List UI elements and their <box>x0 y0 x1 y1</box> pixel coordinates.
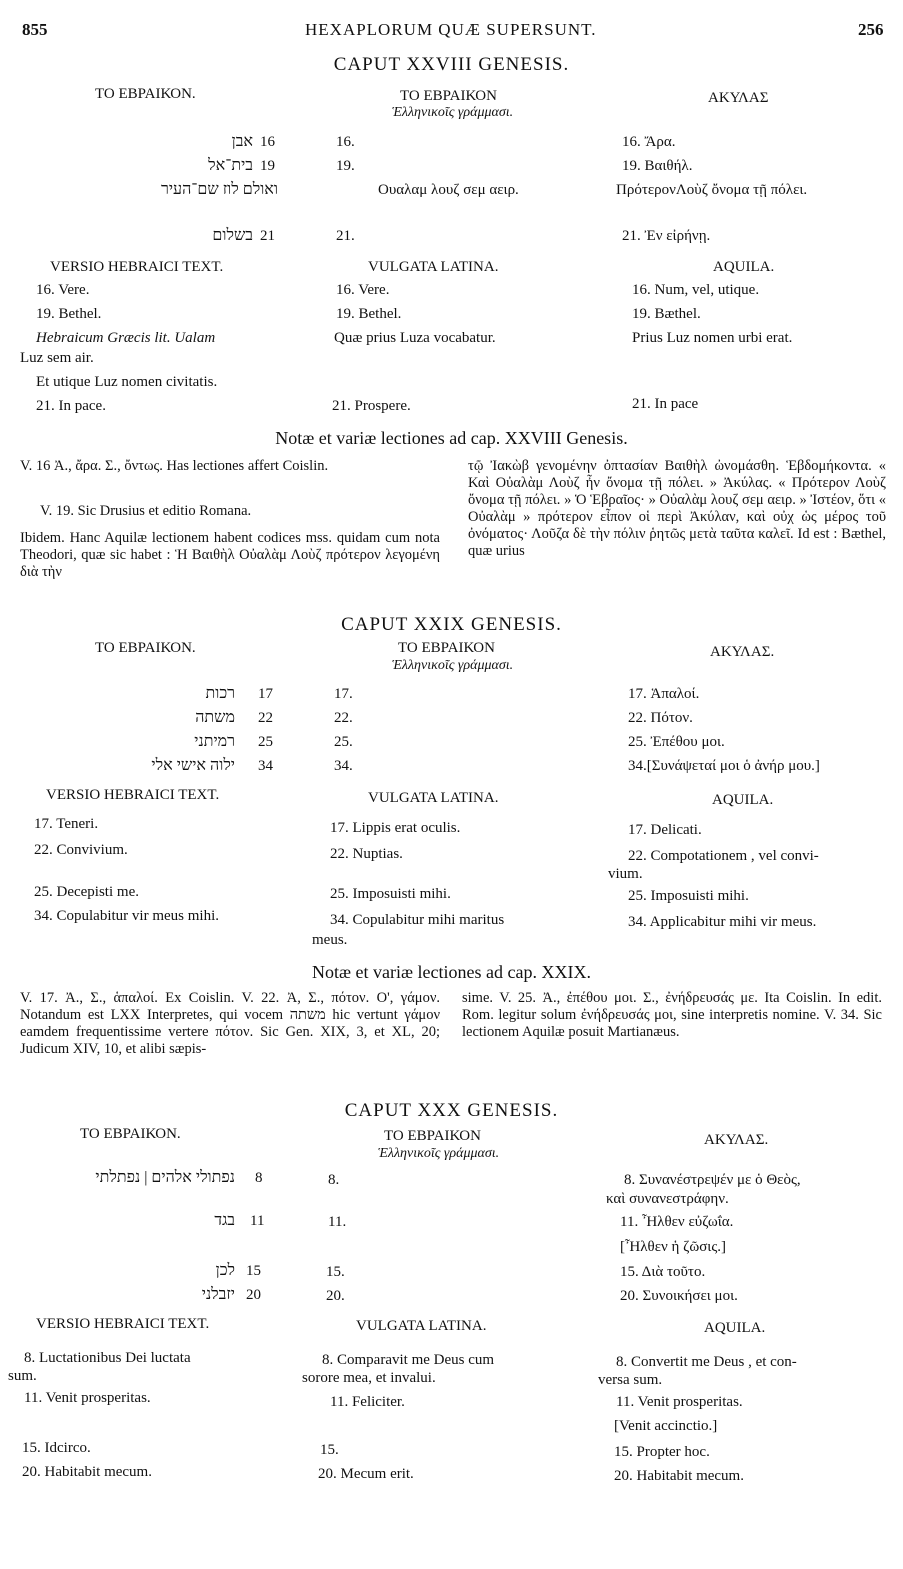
header-vulgata: VULGATA LATINA. <box>356 1318 487 1334</box>
aquila-latin-row: 21. In pace <box>632 396 699 412</box>
hebrew-word: בגד <box>214 1212 235 1229</box>
verse-number: 16 <box>260 134 275 150</box>
aquila-row: καὶ συνανεστράφην. <box>606 1191 729 1207</box>
verse-number: 22 <box>258 710 273 726</box>
vulgata-row: 25. Imposuisti mihi. <box>330 886 451 902</box>
greek-row: 15. <box>326 1264 345 1280</box>
vulgata-row: 15. <box>320 1442 339 1458</box>
caput-title: CAPUT XXIX GENESIS. <box>341 614 562 635</box>
aquila-latin-row: 17. Delicati. <box>628 822 702 838</box>
verse-number: 19 <box>260 158 275 174</box>
aquila-latin-row: 20. Habitabit mecum. <box>614 1468 744 1484</box>
note-paragraph: V. 19. Sic Drusius et editio Romana. <box>40 503 252 519</box>
hebrew-phrase: נפתולי אלהים | נפתלתי <box>95 1169 235 1186</box>
hebrew-word: בשלום <box>212 227 253 244</box>
greek-row: 34. <box>334 758 353 774</box>
greek-row: 11. <box>328 1214 347 1230</box>
page-number-left: 855 <box>22 20 48 39</box>
hebrew-word: משתה <box>195 709 235 726</box>
header-aquila: AQUILA. <box>712 792 774 808</box>
aquila-row: 11. Ἦλθεν εὐζωΐα. <box>620 1214 734 1230</box>
verse-number: 20 <box>246 1287 261 1303</box>
header-versio: VERSIO HEBRAICI TEXT. <box>36 1316 210 1332</box>
aquila-latin-row: 34. Applicabitur mihi vir meus. <box>628 914 817 930</box>
hebrew-word: יזבלני <box>201 1286 235 1303</box>
vulgata-row: 20. Mecum erit. <box>318 1466 414 1482</box>
aquila-row: 8. Συνανέστρεψέν με ὁ Θεὸς, <box>624 1172 801 1188</box>
column-header-akylas: ΑΚΥΛΑΣ <box>708 90 769 106</box>
versio-row: 25. Decepisti me. <box>34 884 139 900</box>
column-header-hebraikon: ΤΟ ΕΒΡΑΙΚΟΝ. <box>95 86 196 102</box>
verse-number: 15 <box>246 1263 261 1279</box>
verse-number: 11 <box>250 1213 265 1229</box>
aquila-row: 20. Συνοικήσει μοι. <box>620 1288 738 1304</box>
aquila-latin-row: 15. Propter hoc. <box>614 1444 710 1460</box>
greek-row: 25. <box>334 734 353 750</box>
vulgata-row: 22. Nuptias. <box>330 846 403 862</box>
aquila-latin-row: 8. Convertit me Deus , et con- <box>616 1354 797 1370</box>
aquila-row: 19. Βαιθήλ. <box>622 158 693 174</box>
caput-title: CAPUT XXVIII GENESIS. <box>333 54 570 75</box>
greek-row: 22. <box>334 710 353 726</box>
aquila-row: [Ἦλθεν ἡ ζῶσις.] <box>620 1239 727 1255</box>
versio-row: 21. In pace. <box>36 398 106 414</box>
vulgata-row: 17. Lippis erat oculis. <box>330 820 461 836</box>
column-header-hebraikon: ΤΟ ΕΒΡΑΙΚΟΝ. <box>80 1126 181 1142</box>
versio-row: 20. Habitabit mecum. <box>22 1464 152 1480</box>
note-paragraph: V. 16 Ἀ., ἄρα. Σ., ὄντως. Has lectiones affert Coislin. <box>20 458 329 474</box>
versio-row: 34. Copulabitur vir meus mihi. <box>34 908 219 924</box>
note-paragraph: τῷ Ἰακὼβ γενομένην ὀπτασίαν Βαιθὴλ ὠνομάσθη. Ἑβδομήκοντα. « Καὶ Οὐαλὰμ Λοὺζ ἦν ὄνομα τῇ πόλει. » Ἀκύλας. « Πρότερον Λοὺζ ὄνομα τῇ πόλει. » Ὁ Ἑβραῖος· » Οὐαλὰμ λουζ σεμ αειρ. » Ἰστέον, ὅτι « Οὐαλὰμ » πρότερον εἶπον οἱ περὶ Ἀκύλαν, καὶ οὐχ ὡς μέρος τοῦ ὀνόματος· Λοῦζα δὲ τὴν πόλιν ῥητῶς μετὰ ταῦτα καλεῖ. Id est : Bæthel, quæ urius <box>468 458 886 559</box>
running-head: HEXAPLORUM QUÆ SUPERSUNT. <box>305 20 597 39</box>
greek-row: 20. <box>326 1288 345 1304</box>
aquila-latin-row: vium. <box>608 866 643 882</box>
page-number-right: 256 <box>858 20 884 39</box>
aquila-latin-row: versa sum. <box>598 1372 663 1388</box>
column-header-hebraikon-greek: ΤΟ ΕΒΡΑΙΚΟΝ <box>384 1128 481 1144</box>
aquila-row: 15. Διὰ τοῦτο. <box>620 1264 706 1280</box>
column-header-akylas: ΑΚΥΛΑΣ. <box>710 644 775 660</box>
aquila-row: 17. Ἁπαλοί. <box>628 686 700 702</box>
column-subheader: Ἑλληνικοῖς γράμμασι. <box>392 658 514 673</box>
aquila-latin-row: [Venit accinctio.] <box>614 1418 718 1434</box>
column-header-hebraikon-greek: ΤΟ ΕΒΡΑΙΚΟΝ <box>398 640 495 656</box>
verse-number: 25 <box>258 734 273 750</box>
hebrew-word: לכן <box>215 1262 235 1279</box>
vulgata-row: Quæ prius Luza vocabatur. <box>334 330 496 346</box>
aquila-row: 16. Ἄρα. <box>622 134 676 150</box>
hebrew-word: בית־אל <box>208 157 253 174</box>
notes-title: Notæ et variæ lectiones ad cap. XXIX. <box>312 962 591 982</box>
note-paragraph: Ibidem. Hanc Aquilæ lectionem habent codices mss. quidam cum nota Theodori, quæ sic habet : Ἡ Βαιθὴλ Οὐαλὰμ Λοὺζ πρότερον λεγομένη διὰ τὴν <box>20 530 440 580</box>
column-subheader: Ἑλληνικοῖς γράμμασι. <box>392 105 514 120</box>
column-subheader: Ἑλληνικοῖς γράμμασι. <box>378 1146 500 1161</box>
header-vulgata: VULGATA LATINA. <box>368 790 499 806</box>
vulgata-row: sorore mea, et invalui. <box>302 1370 436 1386</box>
aquila-latin-row: 25. Imposuisti mihi. <box>628 888 749 904</box>
hebrew-word: רמיתני <box>194 733 235 750</box>
versio-row: Hebraicum Græcis lit. Ualam <box>36 330 216 346</box>
hebrew-phrase: ואולם לוז שם־העיר <box>160 181 278 198</box>
header-aquila: AQUILA. <box>704 1320 766 1336</box>
vulgata-row: 21. Prospere. <box>332 398 411 414</box>
aquila-row: 22. Πότον. <box>628 710 693 726</box>
greek-row: 17. <box>334 686 353 702</box>
notes-title: Notæ et variæ lectiones ad cap. XXVIII Genesis. <box>275 428 628 448</box>
verse-number: 17 <box>258 686 273 702</box>
greek-row: 16. <box>336 134 355 150</box>
vulgata-row: 11. Feliciter. <box>330 1394 405 1410</box>
vulgata-row: 16. Vere. <box>336 282 390 298</box>
versio-row: 19. Bethel. <box>36 306 102 322</box>
versio-row: 22. Convivium. <box>34 842 128 858</box>
note-paragraph: V. 17. Ἀ., Σ., ἁπαλοί. Ex Coislin. V. 22. Ἀ, Σ., πότον. Ο', γάμον. Notandum est LXX Interpretes, qui vocem משתה hic vertunt γάμον eamdem frequentissime vertere πότον. Sic Gen. XIX, 3, et XL, 20; Judicum XIV, 10, et alibi sæpis- <box>20 990 441 1057</box>
header-vulgata: VULGATA LATINA. <box>368 259 499 275</box>
verse-number: 21 <box>260 228 275 244</box>
header-aquila: AQUILA. <box>713 259 775 275</box>
hebrew-word: ילוה אישי אלי <box>151 757 235 774</box>
versio-row: 16. Vere. <box>36 282 90 298</box>
column-header-hebraikon: ΤΟ ΕΒΡΑΙΚΟΝ. <box>95 640 196 656</box>
versio-row: sum. <box>8 1368 37 1384</box>
verse-number: 8 <box>255 1170 263 1186</box>
vulgata-row: 8. Comparavit me Deus cum <box>322 1352 495 1368</box>
greek-row: 19. <box>336 158 355 174</box>
versio-row: 8. Luctationibus Dei luctata <box>24 1350 191 1366</box>
header-versio: VERSIO HEBRAICI TEXT. <box>46 787 220 803</box>
versio-row: Luz sem air. <box>20 350 94 366</box>
greek-row: Ουαλαμ λουζ σεμ αειρ. <box>378 182 519 198</box>
aquila-row: 21. Ἐν εἰρήνῃ. <box>622 228 711 244</box>
aquila-latin-row: Prius Luz nomen urbi erat. <box>632 330 793 346</box>
verse-number: 34 <box>258 758 273 774</box>
aquila-row: 25. Ἐπέθου μοι. <box>628 734 725 750</box>
header-versio: VERSIO HEBRAICI TEXT. <box>50 259 224 275</box>
vulgata-row: 34. Copulabitur mihi maritus <box>330 912 505 928</box>
note-paragraph: sime. V. 25. Ἀ., ἐπέθου μοι. Σ., ἐνήδρευσάς με. Ita Coislin. In edit. Rom. legitur solum ἐνήδρευσάς μοι, sine interpretis nomine. V. 34. Sic lectionem Aquilæ posuit Martianæus. <box>462 990 882 1040</box>
hebrew-word: רכות <box>205 685 235 702</box>
versio-row: Et utique Luz nomen civitatis. <box>36 374 218 390</box>
column-header-hebraikon-greek: ΤΟ ΕΒΡΑΙΚΟΝ <box>400 88 497 104</box>
aquila-latin-row: 22. Compotationem , vel convi- <box>628 848 819 864</box>
aquila-latin-row: 16. Num, vel, utique. <box>632 282 760 298</box>
versio-row: 17. Teneri. <box>34 816 99 832</box>
hebrew-word: אבן <box>231 133 253 150</box>
greek-row: 8. <box>328 1172 340 1188</box>
greek-row: 21. <box>336 228 355 244</box>
versio-row: 11. Venit prosperitas. <box>24 1390 151 1406</box>
aquila-latin-row: 19. Bæthel. <box>632 306 701 322</box>
versio-row: 15. Idcirco. <box>22 1440 91 1456</box>
aquila-latin-row: 11. Venit prosperitas. <box>616 1394 743 1410</box>
aquila-row: 34.[Συνάψεταί μοι ὁ ἀνήρ μου.] <box>628 758 820 774</box>
caput-title: CAPUT XXX GENESIS. <box>344 1100 559 1121</box>
aquila-row: ΠρότερονΛοὺζ ὄνομα τῇ πόλει. <box>616 182 808 198</box>
vulgata-row: 19. Bethel. <box>336 306 402 322</box>
vulgata-row: meus. <box>312 932 348 948</box>
column-header-akylas: ΑΚΥΛΑΣ. <box>704 1132 769 1148</box>
